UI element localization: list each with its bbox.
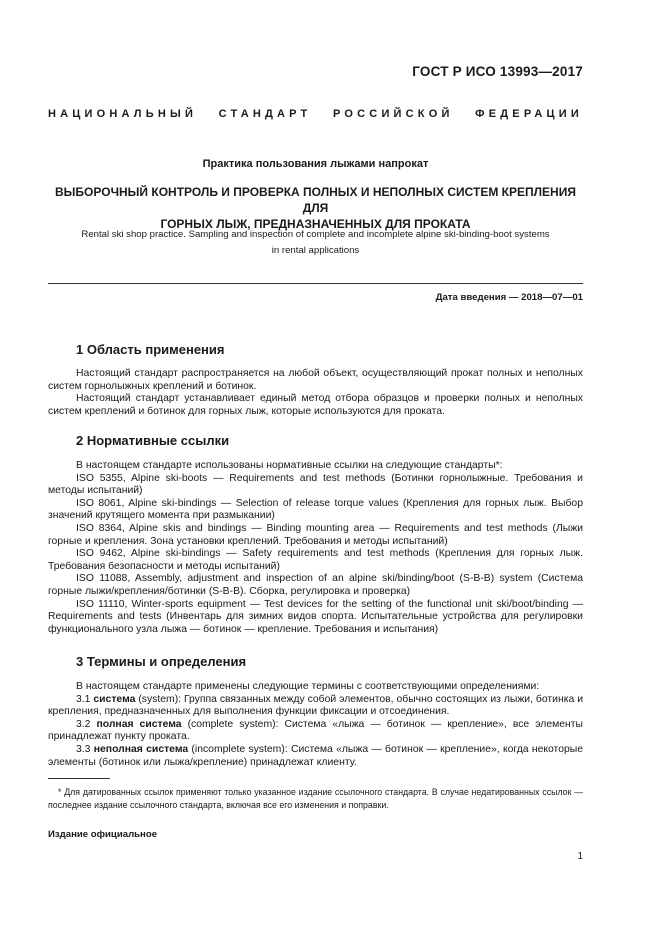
- term: полная система: [96, 718, 182, 730]
- banner-word: СТАНДАРТ: [218, 108, 312, 120]
- paragraph: Настоящий стандарт распространяется на любой объект, осуществляющий прокат полных и неполных систем горнолыжных креплений и ботинок.: [48, 368, 583, 392]
- title-line: ГОРНЫХ ЛЫЖ, ПРЕДНАЗНАЧЕННЫХ ДЛЯ ПРОКАТА: [160, 217, 471, 231]
- term: система: [93, 693, 136, 705]
- national-standard-banner: [48, 108, 583, 120]
- introduction-date: Дата введения — 2018—07—01: [435, 292, 583, 303]
- banner-word: НАЦИОНАЛЬНЫЙ: [48, 108, 198, 120]
- reference-item: ISO 9462, Alpine ski-bindings — Safety requirements and test methods (Крепления для горных лыж. Требования безопасности и методы испытаний): [48, 548, 583, 572]
- term-definition-text: (incomplete system): Система «лыжа — ботинок — крепление», когда некоторые элементы (ботинок или лыжа/крепление) принадлежат клиенту.: [48, 743, 584, 768]
- section-2-heading: 2 Нормативные ссылки: [76, 433, 230, 448]
- banner-word: РОССИЙСКОЙ: [333, 108, 454, 120]
- banner-word: ФЕДЕРАЦИИ: [475, 108, 583, 120]
- page-number: 1: [577, 851, 583, 862]
- english-title-line: Rental ski shop practice. Sampling and inspection of complete and incomplete alpine ski-binding-boot systems: [81, 229, 550, 240]
- reference-item: ISO 8364, Alpine skis and bindings — Binding mounting area — Requirements and test methods (Лыжи горные и крепления. Зона установки креплений. Требования и методы испытаний): [48, 522, 583, 547]
- term-definition-text: (system): Группа связанных между собой элементов, обычно состоящих из лыжи, ботинка и крепления, предназначенных для выполнения функции фиксации и отсоединения.: [48, 693, 584, 718]
- edition-label: Издание официальное: [48, 829, 158, 840]
- section-1-heading: 1 Область применения: [76, 342, 225, 357]
- section-3-body: [48, 681, 583, 769]
- english-title-line: in rental applications: [271, 245, 360, 256]
- footnote: [48, 786, 583, 812]
- term-definition-text: (complete system): Система «лыжа — ботинок — крепление», все элементы принадлежат пункту проката.: [48, 718, 583, 743]
- term: неполная система: [93, 743, 189, 755]
- title-line: ВЫБОРОЧНЫЙ КОНТРОЛЬ И ПРОВЕРКА ПОЛНЫХ И НЕПОЛНЫХ СИСТЕМ КРЕПЛЕНИЯ ДЛЯ: [55, 185, 576, 215]
- paragraph: Настоящий стандарт устанавливает единый метод отбора образцов и проверки полных и неполных систем креплений и ботинок для горных лыж, которые используются для проката.: [48, 393, 583, 417]
- term-number: 3.1: [76, 693, 91, 705]
- term-definition: [48, 694, 583, 719]
- term-definition: [48, 744, 583, 769]
- standard-number: ГОСТ Р ИСО 13993—2017: [412, 64, 583, 79]
- section-3-heading: 3 Термины и определения: [76, 654, 247, 669]
- reference-item: ISO 5355, Alpine ski-boots — Requirements and test methods (Ботинки горнолыжные. Требования и методы испытаний): [48, 472, 583, 497]
- term-number: 3.3: [76, 743, 91, 755]
- title-divider: [48, 283, 583, 284]
- english-title: [48, 227, 583, 259]
- reference-item: ISO 8061, Alpine ski-bindings — Selection of release torque values (Крепления для горных лыж. Выбор значений крутящего момента при размыкании): [48, 497, 583, 522]
- document-subtitle: Практика пользования лыжами напрокат: [202, 158, 429, 170]
- footnote-text: * Для датированных ссылок применяют только указанное издание ссылочного стандарта. В случае недатированных ссылок — последнее издание ссылочного стандарта, включая все его изменения и поправки.: [48, 787, 583, 810]
- footnote-divider: [48, 778, 110, 779]
- term-definition: [48, 719, 583, 744]
- reference-item: ISO 11110, Winter-sports equipment — Test devices for the setting of the functional unit ski/boot/binding — Requirements and tests (Инвентарь для зимних видов спорта. Испытательные устройства для регулировки функционального узла лыжа — ботинок — крепление. Требования и испытания): [48, 598, 583, 635]
- paragraph: В настоящем стандарте применены следующие термины с соответствующими определениями:: [76, 681, 540, 692]
- section-2-body: [48, 460, 583, 636]
- paragraph: В настоящем стандарте использованы нормативные ссылки на следующие стандарты*:: [76, 460, 503, 471]
- document-title: [48, 184, 583, 232]
- term-number: 3.2: [76, 718, 91, 730]
- reference-item: ISO 11088, Assembly, adjustment and inspection of an alpine ski/binding/boot (S-B-B) system (Система горные лыжи/крепления/ботинки (S-B-B). Сборка, регулировка и проверка): [48, 573, 583, 597]
- section-1-body: [48, 368, 583, 418]
